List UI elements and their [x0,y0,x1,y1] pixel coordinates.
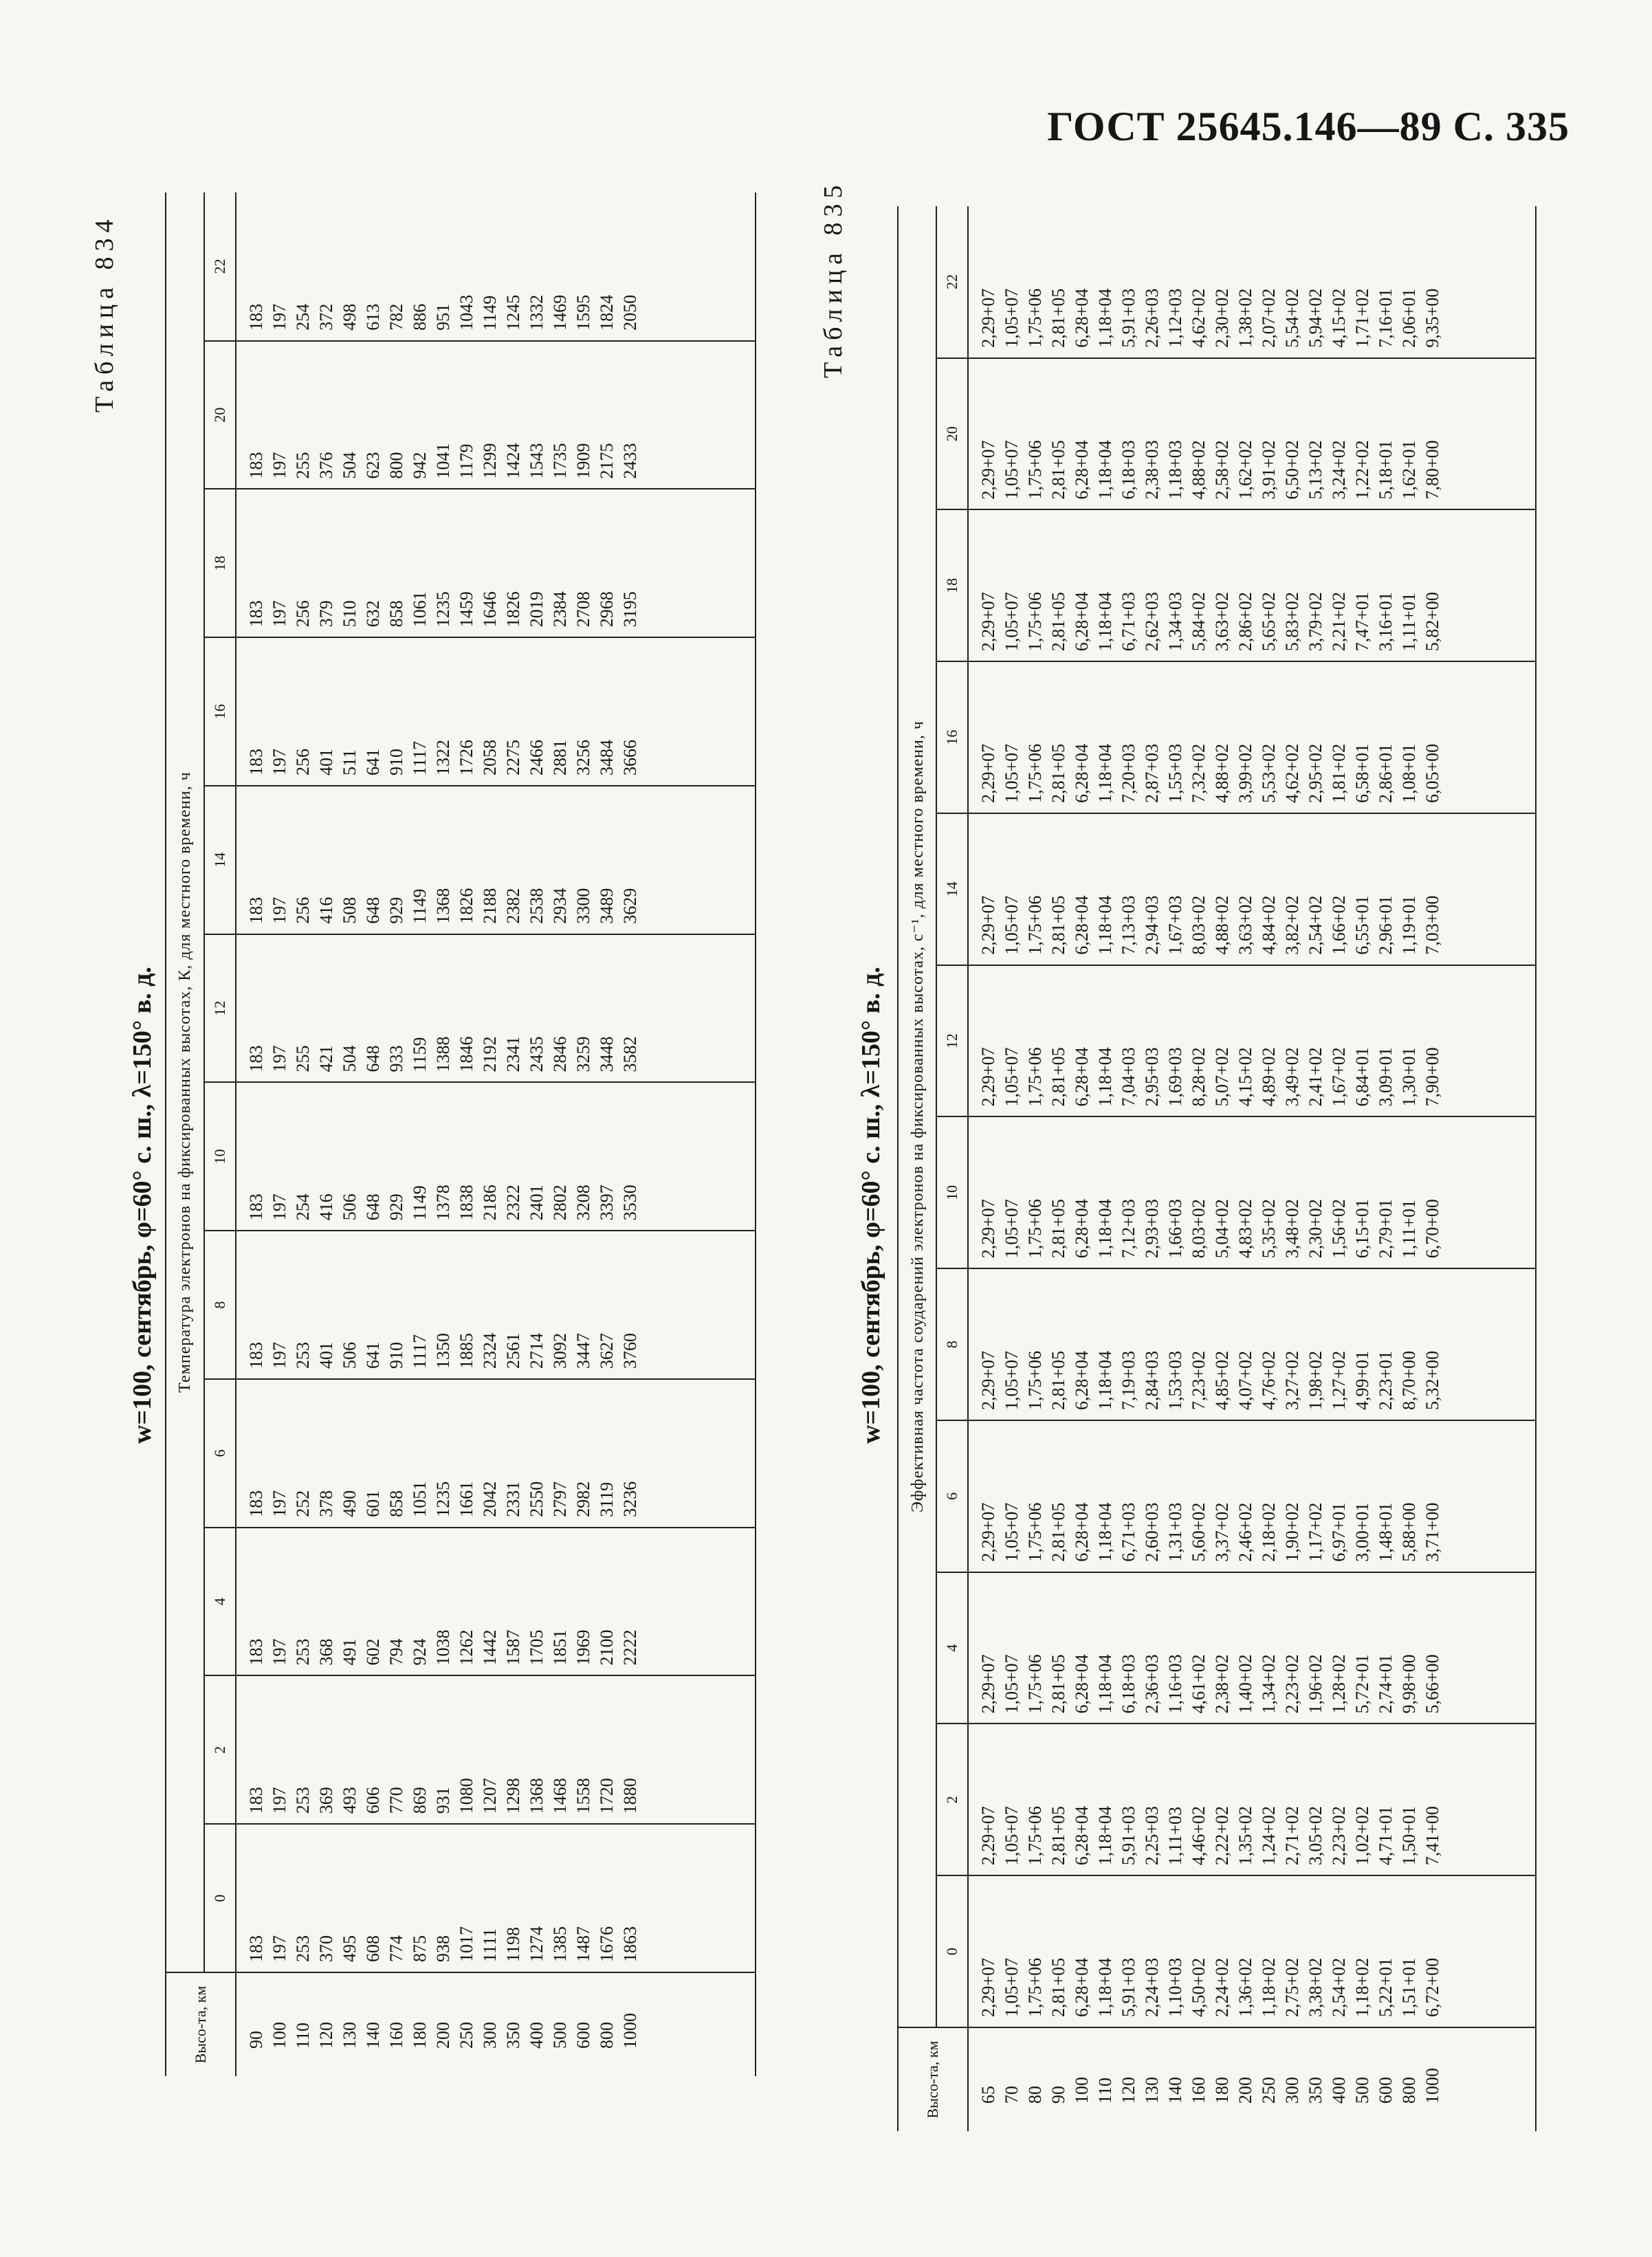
time-header: 0 [936,1875,968,2027]
height-values-text: 65 70 80 90 100 110 120 130 140 160 180 200 250 300 350 400 500 600 800 1000 [978,2068,1442,2104]
value-column [968,206,1536,358]
value-column [236,1528,756,1676]
time-header: 10 [204,1083,236,1231]
value-column-text: 183 197 255 421 504 648 933 1159 1388 1846 2192 2341 2435 2846 3259 3448 3582 [246,1036,640,1072]
table-835-title: w=100, сентябрь, φ=60° с. ш., λ=150° в. д. [857,967,885,1444]
page-header: ГОСТ 25645.146—89 С. 335 [1047,104,1570,149]
value-column-text: 2,29+07 1,05+07 1,75+06 2,81+05 6,28+04 1,18+04 6,18+03 2,38+03 1,18+03 4,88+02 2,58+02 1,62+02 3,91+02 6,50+02 5,13+02 3,24+02 1,22+02 5,18+01 1,62+01 7,80+00 [978,440,1442,500]
value-column [968,965,1536,1117]
table-835 [897,206,1537,2131]
value-column [236,1676,756,1825]
value-column-text: 2,29+07 1,05+07 1,75+06 2,81+05 6,28+04 1,18+04 5,91+03 2,25+03 1,11+03 4,46+02 2,22+02 1,35+02 1,24+02 2,71+02 3,05+02 2,23+02 1,02+02 4,71+01 1,50+01 7,41+00 [978,1806,1442,1866]
value-column [968,1420,1536,1572]
value-column [968,1268,1536,1420]
time-header: 20 [936,358,968,510]
value-column [968,1724,1536,1876]
value-column-text: 183 197 256 379 510 632 858 1061 1235 1459 1646 1826 2019 2384 2708 2968 3195 [246,591,640,628]
height-values-text: 90 100 110 120 130 140 160 180 200 250 300 350 400 500 600 800 1000 [246,2013,640,2049]
value-column [236,637,756,786]
value-column [968,1117,1536,1269]
value-column-text: 2,29+07 1,05+07 1,75+06 2,81+05 6,28+04 1,18+04 6,71+03 2,62+03 1,34+03 5,84+02 3,63+02 2,86+02 5,65+02 5,83+02 3,79+02 2,21+02 7,47+01 3,16+01 1,11+01 5,82+00 [978,592,1442,652]
time-header: 8 [936,1268,968,1420]
value-column-text: 2,29+07 1,05+07 1,75+06 2,81+05 6,28+04 1,18+04 7,19+03 2,84+03 1,53+03 7,23+02 4,85+02 4,07+02 4,76+02 3,27+02 1,98+02 1,27+02 4,99+01 2,23+01 8,70+00 5,32+00 [978,1350,1442,1410]
value-column-text: 2,29+07 1,05+07 1,75+06 2,81+05 6,28+04 1,18+04 5,91+03 2,24+03 1,10+03 4,50+02 2,24+02 1,36+02 1,18+02 2,75+02 3,38+02 2,54+02 1,18+02 5,22+01 1,51+01 6,72+00 [978,1957,1442,2017]
value-column-text: 2,29+07 1,05+07 1,75+06 2,81+05 6,28+04 1,18+04 7,20+03 2,87+03 1,55+03 7,32+02 4,88+02 3,99+02 5,53+02 4,62+02 2,95+02 1,81+02 6,58+01 2,86+01 1,08+01 6,05+00 [978,743,1442,803]
value-column [968,661,1536,813]
time-header: 16 [936,661,968,813]
time-header: 12 [204,934,236,1083]
value-column-text: 183 197 254 372 498 613 782 886 951 1043 1149 1245 1332 1469 1595 1824 2050 [246,294,640,331]
table-834-title: w=100, сентябрь, φ=60° с. ш., λ=150° в. д. [128,967,157,1444]
height-column-header: Высо-та, км [166,1972,236,2076]
value-column [236,786,756,934]
time-header: 6 [936,1420,968,1572]
time-header: 2 [936,1724,968,1876]
value-column-text: 183 197 253 368 491 602 794 924 1038 1262 1442 1587 1705 1851 1969 2100 2222 [246,1629,640,1666]
value-column-text: 2,29+07 1,05+07 1,75+06 2,81+05 6,28+04 1,18+04 7,13+03 2,94+03 1,67+03 8,03+02 4,88+02 3,63+02 4,84+02 3,82+02 2,54+02 1,66+02 6,55+01 2,96+01 1,19+01 7,03+00 [978,895,1442,955]
time-header: 22 [204,192,236,341]
time-header: 8 [204,1231,236,1379]
time-header: 22 [936,206,968,358]
value-column [968,1572,1536,1724]
value-column-text: 183 197 256 416 508 648 929 1149 1368 1826 2188 2382 2538 2934 3300 3489 3629 [246,888,640,924]
height-values [968,2027,1536,2131]
table-834-label: Таблица 834 [90,214,119,412]
value-column [968,358,1536,510]
time-header: 18 [204,489,236,638]
value-column-text: 183 197 253 401 506 641 910 1117 1350 1885 2324 2561 2714 3092 3447 3627 3760 [246,1333,640,1369]
time-header: 6 [204,1379,236,1528]
table-835-label: Таблица 835 [819,179,848,378]
value-column-text: 183 197 256 401 511 641 910 1117 1322 1726 2058 2275 2466 2881 3256 3484 3666 [246,740,640,775]
time-header: 18 [936,510,968,662]
value-column-text: 183 197 253 369 493 606 770 869 931 1080 1207 1298 1368 1468 1558 1720 1880 [246,1778,640,1814]
value-column-text: 2,29+07 1,05+07 1,75+06 2,81+05 6,28+04 1,18+04 7,04+03 2,95+03 1,69+03 8,28+02 5,07+02 4,15+02 4,89+02 3,49+02 2,41+02 1,67+02 6,84+01 3,09+01 1,30+01 7,90+00 [978,1047,1442,1107]
value-column-text: 2,29+07 1,05+07 1,75+06 2,81+05 6,28+04 1,18+04 5,91+03 2,26+03 1,12+03 4,62+02 2,30+02 1,38+02 2,07+02 5,54+02 5,94+02 4,15+02 1,71+02 7,16+01 2,06+01 9,35+00 [978,288,1442,348]
time-header: 20 [204,341,236,489]
value-column [236,1379,756,1528]
table-835-caption: Эффективная частота соударений электронов на фиксированных высотах, с⁻¹, для местного времени, ч [898,206,936,2027]
height-values [236,1972,756,2076]
value-column [236,1083,756,1231]
time-header: 14 [204,786,236,934]
value-column [236,341,756,489]
value-column [236,1231,756,1379]
value-column [236,1824,756,1972]
value-column-text: 2,29+07 1,05+07 1,75+06 2,81+05 6,28+04 1,18+04 6,18+03 2,36+03 1,16+03 4,61+02 2,38+02 1,40+02 1,34+02 2,23+02 1,96+02 1,28+02 5,72+01 2,74+01 9,98+00 5,66+00 [978,1654,1442,1714]
value-column [236,192,756,341]
value-column [968,813,1536,965]
value-column [236,489,756,638]
value-column-text: 183 197 254 416 506 648 929 1149 1378 1838 2186 2322 2401 2802 3208 3397 3530 [246,1185,640,1221]
value-column-text: 2,29+07 1,05+07 1,75+06 2,81+05 6,28+04 1,18+04 7,12+03 2,93+03 1,66+03 8,03+02 5,04+02 4,83+02 5,35+02 3,48+02 2,30+02 1,56+02 6,15+01 2,79+01 1,11+01 6,70+00 [978,1199,1442,1259]
table-834-caption: Температура электронов на фиксированных высотах, К, для местного времени, ч [166,192,204,1972]
time-header: 2 [204,1676,236,1825]
time-header: 12 [936,965,968,1117]
time-header: 0 [204,1824,236,1972]
time-header: 16 [204,637,236,786]
height-column-header: Высо-та, км [898,2027,968,2131]
value-column [968,510,1536,662]
time-header: 14 [936,813,968,965]
value-column-text: 183 197 252 378 490 601 858 1051 1235 1661 2042 2331 2550 2797 2982 3119 3236 [246,1481,640,1517]
time-header: 4 [936,1572,968,1724]
time-header: 4 [204,1528,236,1676]
value-column-text: 183 197 255 376 504 623 800 942 1041 1179 1299 1424 1543 1735 1909 2175 2433 [246,443,640,479]
time-header: 10 [936,1117,968,1269]
value-column-text: 2,29+07 1,05+07 1,75+06 2,81+05 6,28+04 1,18+04 6,71+03 2,60+03 1,31+03 5,60+02 3,37+02 2,46+02 2,18+02 1,90+02 1,17+02 6,97+01 3,00+01 1,48+01 5,88+00 3,71+00 [978,1502,1442,1562]
table-834 [165,192,756,2076]
value-column [236,934,756,1083]
value-column [968,1875,1536,2027]
value-column-text: 183 197 253 370 495 608 774 875 938 1017 1111 1198 1274 1385 1487 1676 1863 [246,1926,640,1962]
